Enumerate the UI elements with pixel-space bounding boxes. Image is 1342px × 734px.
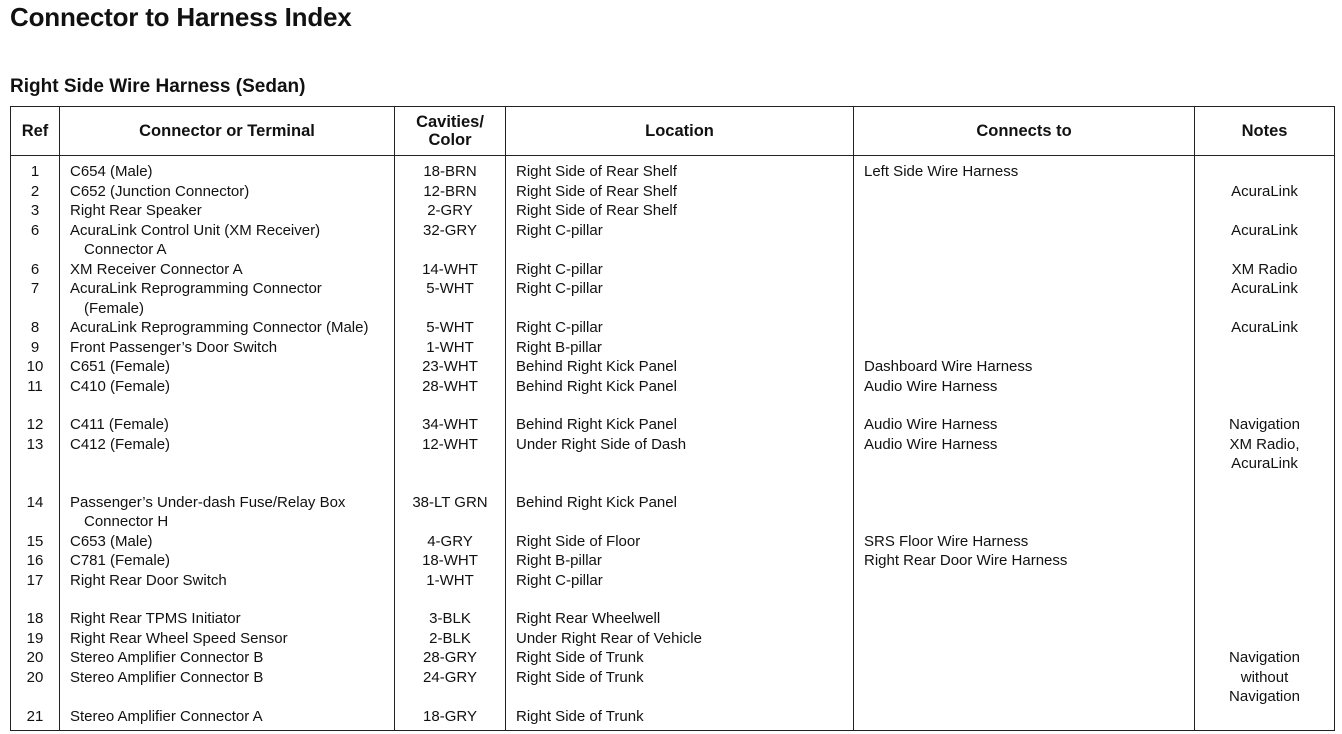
cell-location: Right B-pillar <box>506 338 854 358</box>
note-text: AcuraLink <box>1231 319 1298 336</box>
connector-text: Stereo Amplifier Connector B <box>70 649 264 666</box>
cell-cavities: 28-WHT <box>395 377 506 397</box>
connector-text: Right Rear TPMS Initiator <box>70 610 241 627</box>
cell-connector <box>60 532 395 552</box>
cell-notes <box>1195 357 1335 377</box>
cell-notes <box>1195 590 1335 629</box>
connector-text: C651 (Female) <box>70 358 171 375</box>
note-text: Navigation <box>1229 688 1300 705</box>
cell-cavities: 12-BRN <box>395 182 506 202</box>
cell-connects-to <box>854 668 1195 707</box>
cell-cavities: 5-WHT <box>395 318 506 338</box>
table-row <box>11 260 1335 280</box>
cell-notes <box>1195 532 1335 552</box>
cell-ref: 12 <box>11 396 60 435</box>
cell-notes <box>1195 318 1335 338</box>
section-title: Right Side Wire Harness (Sedan) <box>10 76 306 97</box>
cell-notes <box>1195 668 1335 707</box>
cell-location: Right Side of Rear Shelf <box>506 182 854 202</box>
cell-notes <box>1195 260 1335 280</box>
cell-location: Right C-pillar <box>506 221 854 260</box>
cell-ref: 16 <box>11 551 60 571</box>
cell-notes <box>1195 377 1335 397</box>
cell-connector <box>60 396 395 435</box>
cell-ref: 1 <box>11 156 60 182</box>
table-row <box>11 377 1335 397</box>
cell-connects-to <box>854 629 1195 649</box>
table-row <box>11 279 1335 318</box>
cell-connector <box>60 435 395 474</box>
cell-location: Right Rear Wheelwell <box>506 590 854 629</box>
cell-location: Under Right Rear of Vehicle <box>506 629 854 649</box>
cell-ref: 11 <box>11 377 60 397</box>
cell-connects-to <box>854 338 1195 358</box>
cell-connects-to <box>854 318 1195 338</box>
cell-location: Right Side of Floor <box>506 532 854 552</box>
cell-location: Right B-pillar <box>506 551 854 571</box>
table-row <box>11 629 1335 649</box>
connector-text: AcuraLink Reprogramming Connector <box>70 280 322 297</box>
cell-cavities: 18-WHT <box>395 551 506 571</box>
cell-ref: 6 <box>11 221 60 260</box>
cell-connects-to: Audio Wire Harness <box>854 435 1195 474</box>
cell-connector <box>60 551 395 571</box>
cell-location: Under Right Side of Dash <box>506 435 854 474</box>
table-row <box>11 707 1335 731</box>
cell-cavities: 3-BLK <box>395 590 506 629</box>
header-notes: Notes <box>1195 107 1335 156</box>
connector-text: Passenger’s Under-dash Fuse/Relay Box <box>70 493 346 511</box>
cell-location: Behind Right Kick Panel <box>506 474 854 532</box>
header-cavities-line-2: Color <box>428 131 472 149</box>
connector-text: C652 (Junction Connector) <box>70 182 250 200</box>
cell-connector <box>60 377 395 397</box>
cell-connector <box>60 156 395 182</box>
cell-ref: 19 <box>11 629 60 649</box>
cell-notes <box>1195 221 1335 260</box>
cell-location: Right Side of Trunk <box>506 668 854 707</box>
table-row <box>11 648 1335 668</box>
cell-cavities: 5-WHT <box>395 279 506 318</box>
table-row <box>11 318 1335 338</box>
cell-connects-to <box>854 474 1195 532</box>
cell-notes <box>1195 648 1335 668</box>
cell-connects-to: Audio Wire Harness <box>854 396 1195 435</box>
cell-notes <box>1195 279 1335 318</box>
cell-ref: 20 <box>11 668 60 707</box>
cell-ref: 14 <box>11 474 60 532</box>
connector-text: AcuraLink Control Unit (XM Receiver) <box>70 221 321 239</box>
header-connects-to: Connects to <box>854 107 1195 156</box>
cell-ref: 18 <box>11 590 60 629</box>
cell-connector <box>60 629 395 649</box>
table-body <box>11 156 1335 731</box>
table-row <box>11 435 1335 474</box>
cell-cavities: 4-GRY <box>395 532 506 552</box>
cell-ref: 9 <box>11 338 60 358</box>
connector-text: C781 (Female) <box>70 552 171 569</box>
connector-text: XM Receiver Connector A <box>70 260 243 278</box>
header-ref: Ref <box>11 107 60 156</box>
cell-ref: 13 <box>11 435 60 474</box>
connector-text: Right Rear Wheel Speed Sensor <box>70 629 288 647</box>
cell-connector <box>60 338 395 358</box>
cell-cavities: 32-GRY <box>395 221 506 260</box>
cell-notes <box>1195 201 1335 221</box>
cell-connector <box>60 474 395 532</box>
connector-text: C653 (Male) <box>70 532 153 550</box>
cell-connects-to <box>854 707 1195 731</box>
note-text: Navigation <box>1229 416 1300 433</box>
cell-connects-to: SRS Floor Wire Harness <box>854 532 1195 552</box>
cell-ref: 6 <box>11 260 60 280</box>
note-text: XM Radio, <box>1229 435 1300 453</box>
cell-location: Right C-pillar <box>506 571 854 591</box>
connector-text: Stereo Amplifier Connector A <box>70 707 263 725</box>
cell-connector <box>60 648 395 668</box>
cell-cavities: 2-BLK <box>395 629 506 649</box>
cell-connector <box>60 201 395 221</box>
cell-cavities: 14-WHT <box>395 260 506 280</box>
cell-ref: 8 <box>11 318 60 338</box>
connector-text: C654 (Male) <box>70 163 153 180</box>
cell-connector <box>60 707 395 731</box>
connector-text: Right Rear Door Switch <box>70 571 227 589</box>
cell-connector <box>60 357 395 377</box>
table-row <box>11 156 1335 182</box>
cell-connector <box>60 221 395 260</box>
cell-notes <box>1195 435 1335 474</box>
table-row <box>11 532 1335 552</box>
cell-ref: 7 <box>11 279 60 318</box>
cell-notes <box>1195 338 1335 358</box>
note-text: XM Radio <box>1231 260 1298 278</box>
note-text: AcuraLink <box>1231 221 1298 239</box>
table-row <box>11 551 1335 571</box>
cell-location: Right C-pillar <box>506 260 854 280</box>
note-text: AcuraLink <box>1231 280 1298 297</box>
connector-text: C411 (Female) <box>70 416 169 433</box>
connector-text: Connector H <box>84 513 169 530</box>
cell-cavities: 34-WHT <box>395 396 506 435</box>
table-row <box>11 182 1335 202</box>
cell-connects-to <box>854 571 1195 591</box>
cell-connects-to: Right Rear Door Wire Harness <box>854 551 1195 571</box>
cell-connector <box>60 279 395 318</box>
cell-cavities: 1-WHT <box>395 338 506 358</box>
note-text: Navigation <box>1229 649 1300 666</box>
table-row <box>11 571 1335 591</box>
note-text: without <box>1240 668 1289 686</box>
cell-cavities: 38-LT GRN <box>395 474 506 532</box>
cell-location: Behind Right Kick Panel <box>506 396 854 435</box>
note-text: AcuraLink <box>1231 182 1298 200</box>
cell-ref: 3 <box>11 201 60 221</box>
cell-ref: 10 <box>11 357 60 377</box>
cell-cavities: 18-GRY <box>395 707 506 731</box>
header-cavities <box>395 107 506 156</box>
cell-cavities: 1-WHT <box>395 571 506 591</box>
header-location: Location <box>506 107 854 156</box>
cell-location: Right Side of Rear Shelf <box>506 201 854 221</box>
cell-location: Right Side of Rear Shelf <box>506 156 854 182</box>
cell-connector <box>60 260 395 280</box>
table-row <box>11 201 1335 221</box>
connector-text: (Female) <box>84 299 145 317</box>
connector-text: Front Passenger’s Door Switch <box>70 338 278 356</box>
cell-location: Right Side of Trunk <box>506 707 854 731</box>
connector-text: C410 (Female) <box>70 377 171 395</box>
connector-index-table <box>10 106 1335 731</box>
cell-notes <box>1195 182 1335 202</box>
cell-connector <box>60 668 395 707</box>
cell-notes <box>1195 707 1335 731</box>
table-row <box>11 668 1335 707</box>
cell-location: Behind Right Kick Panel <box>506 357 854 377</box>
cell-location: Right C-pillar <box>506 279 854 318</box>
cell-ref: 15 <box>11 532 60 552</box>
cell-location: Behind Right Kick Panel <box>506 377 854 397</box>
cell-connects-to: Audio Wire Harness <box>854 377 1195 397</box>
cell-cavities: 23-WHT <box>395 357 506 377</box>
cell-notes <box>1195 629 1335 649</box>
cell-ref: 20 <box>11 648 60 668</box>
note-text: AcuraLink <box>1231 455 1298 472</box>
page-title: Connector to Harness Index <box>10 2 352 32</box>
cell-connects-to <box>854 279 1195 318</box>
table-row <box>11 338 1335 358</box>
cell-connects-to: Dashboard Wire Harness <box>854 357 1195 377</box>
cell-cavities: 2-GRY <box>395 201 506 221</box>
cell-ref: 17 <box>11 571 60 591</box>
cell-ref: 2 <box>11 182 60 202</box>
cell-connects-to <box>854 648 1195 668</box>
table-row <box>11 221 1335 260</box>
table-row <box>11 396 1335 435</box>
connector-text: Stereo Amplifier Connector B <box>70 668 264 686</box>
table-header-row <box>11 107 1335 156</box>
cell-connects-to <box>854 590 1195 629</box>
cell-cavities: 24-GRY <box>395 668 506 707</box>
cell-location: Right Side of Trunk <box>506 648 854 668</box>
header-cavities-line-1: Cavities/ <box>416 113 484 131</box>
cell-notes <box>1195 396 1335 435</box>
cell-connector <box>60 182 395 202</box>
connector-text: C412 (Female) <box>70 435 171 453</box>
header-connector: Connector or Terminal <box>60 107 395 156</box>
cell-notes <box>1195 551 1335 571</box>
cell-cavities: 12-WHT <box>395 435 506 474</box>
cell-connects-to: Left Side Wire Harness <box>854 156 1195 182</box>
table-row <box>11 590 1335 629</box>
cell-connects-to <box>854 260 1195 280</box>
cell-notes <box>1195 156 1335 182</box>
table-row <box>11 357 1335 377</box>
cell-location: Right C-pillar <box>506 318 854 338</box>
cell-cavities: 28-GRY <box>395 648 506 668</box>
connector-text: Right Rear Speaker <box>70 202 202 219</box>
connector-text: AcuraLink Reprogramming Connector (Male) <box>70 319 369 336</box>
cell-connector <box>60 318 395 338</box>
cell-notes <box>1195 474 1335 532</box>
cell-connector <box>60 571 395 591</box>
cell-connects-to <box>854 221 1195 260</box>
connector-text: Connector A <box>84 241 167 258</box>
cell-cavities: 18-BRN <box>395 156 506 182</box>
cell-ref: 21 <box>11 707 60 731</box>
cell-connects-to <box>854 182 1195 202</box>
cell-connector <box>60 590 395 629</box>
cell-notes <box>1195 571 1335 591</box>
cell-connects-to <box>854 201 1195 221</box>
table-row <box>11 474 1335 532</box>
